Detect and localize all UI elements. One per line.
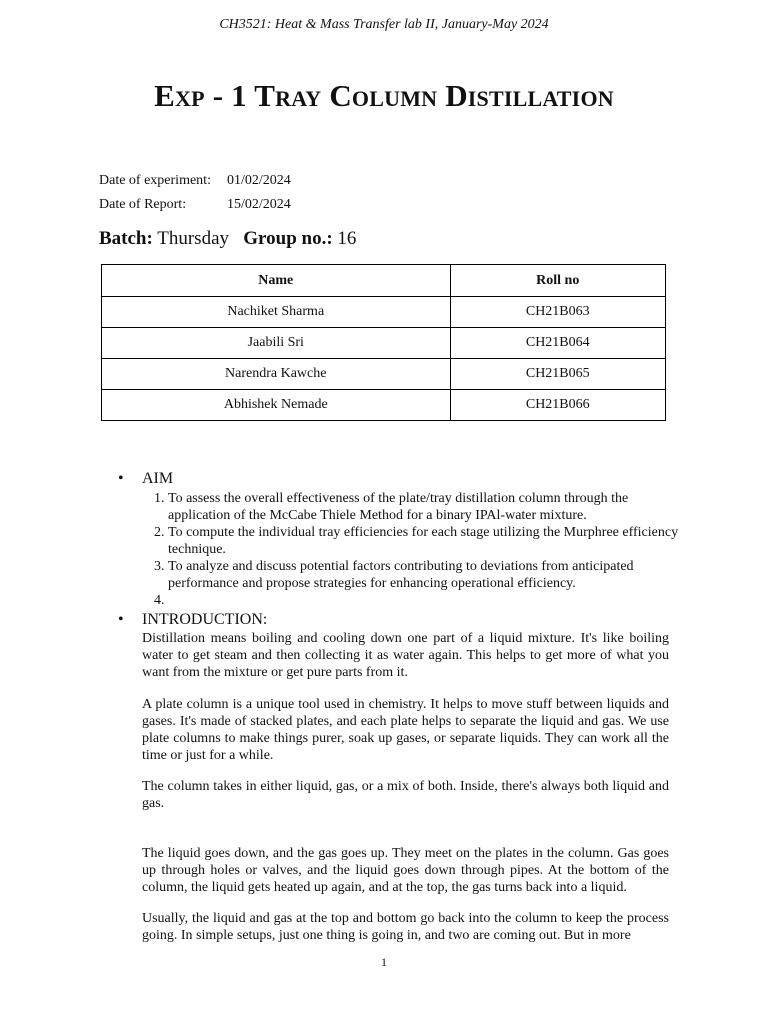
table-row (102, 359, 666, 390)
date-of-experiment-value: 01/02/2024 (227, 173, 291, 188)
column-header-name: Name (102, 265, 451, 297)
date-of-report-label: Date of Report: (99, 197, 187, 212)
table-row (102, 328, 666, 359)
introduction-heading: INTRODUCTION: (142, 611, 268, 628)
page-number: 1 (381, 955, 387, 969)
batch-group-line (99, 228, 356, 250)
group-label: Group no.: (243, 228, 333, 249)
list-item: 3. To analyze and discuss potential factors contributing to deviations from anticipated performance and propose strategies for enhancing operational efficiency. (168, 558, 688, 592)
member-roll: CH21B064 (450, 328, 665, 359)
running-header: CH3521: Heat & Mass Transfer lab II, January-May 2024 (219, 17, 549, 32)
intro-paragraph: The column takes in either liquid, gas, or a mix of both. Inside, there's always both liquid and gas. (142, 779, 669, 811)
member-name: Jaabili Sri (102, 328, 451, 359)
intro-paragraph: The liquid goes down, and the gas goes up. They meet on the plates in the column. Gas goes up through holes or valves, and the liquid goes down through pipes. At the bottom of the column, the liquid gets heated up again, and at the top, the gas turns back into a liquid. (142, 846, 669, 895)
date-of-experiment-row (99, 173, 291, 189)
intro-paragraph: Usually, the liquid and gas at the top and bottom go back into the column to keep the process going. In simple setups, just one thing is going in, and two are coming out. But in more (142, 911, 669, 943)
date-of-report-value: 15/02/2024 (227, 197, 291, 212)
column-header-roll: Roll no (450, 265, 665, 297)
table-row (102, 390, 666, 421)
bullet-icon: • (118, 611, 124, 628)
intro-paragraph: Distillation means boiling and cooling down one part of a liquid mixture. It's like boiling water to get steam and then collecting it as water again. This helps to get more of what you want from the mixture or get pure parts from it. (142, 631, 669, 680)
batch-value: Thursday (157, 228, 230, 249)
list-item (168, 592, 688, 609)
table-row (102, 297, 666, 328)
member-name: Narendra Kawche (102, 359, 451, 390)
aim-heading: AIM (142, 470, 174, 487)
batch-label: Batch: (99, 228, 153, 249)
member-name: Nachiket Sharma (102, 297, 451, 328)
aim-list (140, 490, 688, 609)
date-of-experiment-label: Date of experiment: (99, 173, 211, 188)
member-roll: CH21B063 (450, 297, 665, 328)
intro-paragraph: A plate column is a unique tool used in chemistry. It helps to move stuff between liquids and gases. It's made of stacked plates, and each plate helps to separate the liquid and gas. We use plate columns to make things purer, soak up gases, or separate liquids. They can work all the time or just for a while. (142, 697, 669, 763)
member-name: Abhishek Nemade (102, 390, 451, 421)
list-item: 2. To compute the individual tray efficiencies for each stage utilizing the Murphree efficiency technique. (168, 524, 688, 558)
date-of-report-row (99, 197, 291, 213)
members-table (101, 264, 666, 421)
page-title: Exp - 1 Tray Column Distillation (154, 78, 614, 113)
member-roll: CH21B066 (450, 390, 665, 421)
member-roll: CH21B065 (450, 359, 665, 390)
group-value: 16 (337, 228, 357, 249)
list-item: 1. To assess the overall effectiveness of the plate/tray distillation column through the application of the McCabe Thiele Method for a binary IPAl-water mixture. (168, 490, 688, 524)
table-header-row (102, 265, 666, 297)
introduction-heading-row (118, 611, 267, 629)
bullet-icon: • (118, 470, 124, 487)
aim-heading-row (118, 470, 173, 488)
